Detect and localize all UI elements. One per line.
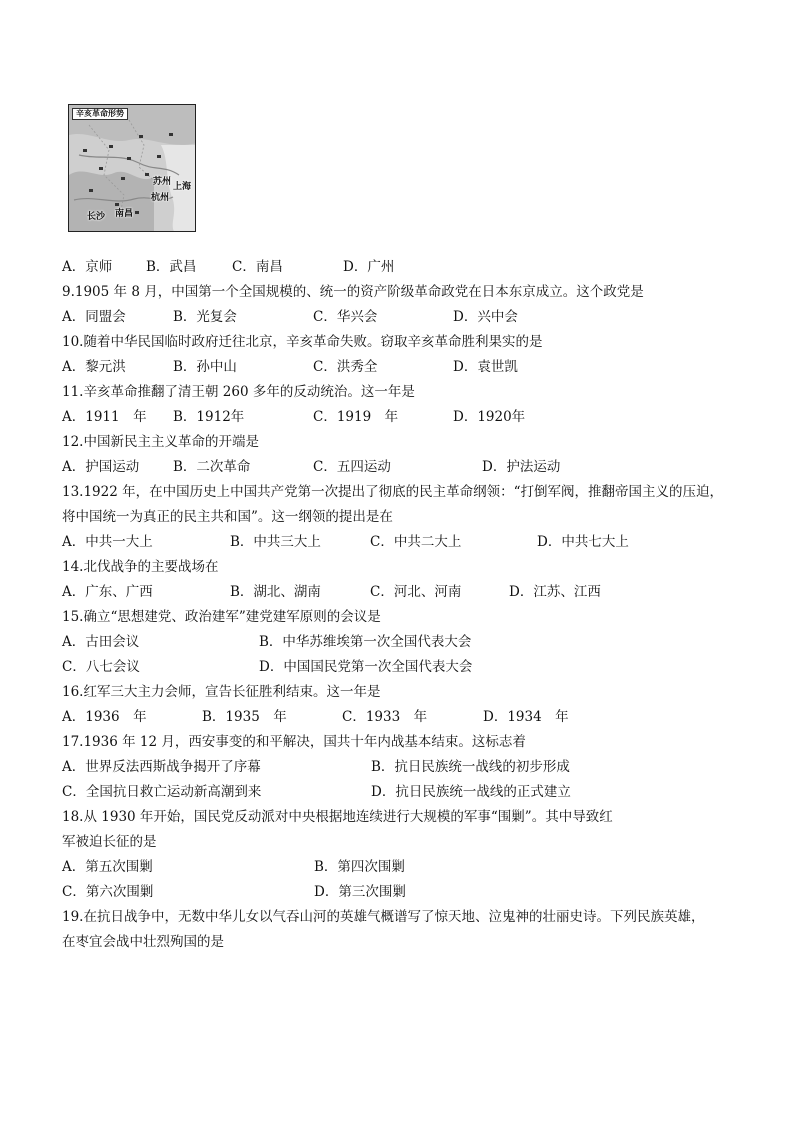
option-row (62, 255, 742, 280)
answer-option[interactable]: A．1936 年 (62, 709, 147, 725)
city-changsha: 长沙 (87, 212, 106, 222)
answer-option[interactable]: C．1933 年 (342, 709, 428, 725)
answer-option[interactable]: A．世界反法西斯战争揭开了序幕 (62, 759, 261, 775)
answer-option[interactable]: D．1920年 (453, 409, 526, 425)
option-row (62, 405, 742, 430)
question-text: 19.在抗日战争中，无数中华儿女以气吞山河的英雄气概谱写了惊天地、泣鬼神的壮丽史诗。下列民族英雄， (62, 909, 705, 925)
option-row (62, 855, 742, 880)
answer-option[interactable]: A．同盟会 (62, 309, 126, 325)
answer-option[interactable]: A．广东、广西 (62, 584, 153, 600)
city-suzhou: 苏州 (153, 177, 172, 187)
map-title: 辛亥革命形势 (72, 108, 128, 120)
answer-option[interactable]: C．中共二大上 (370, 534, 462, 550)
answer-option[interactable]: C．河北、河南 (370, 584, 462, 600)
answer-option[interactable]: B．第四次围剿 (314, 859, 405, 875)
option-row (62, 755, 742, 780)
answer-option[interactable]: B．中共三大上 (230, 534, 321, 550)
question-text: 18.从 1930 年开始，国民党反动派对中央根据地连续进行大规模的军事“围剿”。其中导致红 (62, 809, 613, 825)
answer-option[interactable]: D．江苏、江西 (509, 584, 601, 600)
answer-option[interactable]: A．第五次围剿 (62, 859, 153, 875)
city-shanghai: 上海 (173, 182, 192, 192)
answer-option[interactable]: B．1935 年 (202, 709, 287, 725)
option-row (62, 530, 742, 555)
question-text: 17.1936 年 12 月，西安事变的和平解决，国共十年内战基本结束。这标志着 (62, 734, 526, 750)
question-text: 将中国统一为真正的民主共和国”。这一纲领的提出是在 (62, 509, 393, 525)
answer-option[interactable]: D．袁世凯 (453, 359, 518, 375)
answer-option[interactable]: B．武昌 (146, 259, 197, 275)
option-row (62, 355, 742, 380)
answer-option[interactable]: A．黎元洪 (62, 359, 126, 375)
question-text: 10.随着中华民国临时政府迁往北京，辛亥革命失败。窃取辛亥革命胜利果实的是 (62, 334, 543, 350)
question-text: 9.1905 年 8 月，中国第一个全国规模的、统一的资产阶级革命政党在日本东京成立。这个政党是 (62, 284, 644, 300)
city-hangzhou: 杭州 (151, 193, 170, 203)
answer-option[interactable]: B．1912年 (173, 409, 245, 425)
question-text: 14.北伐战争的主要战场在 (62, 559, 219, 575)
option-row (62, 705, 742, 730)
answer-option[interactable]: D．第三次围剿 (314, 884, 406, 900)
city-nanchang: 南昌 (115, 209, 134, 219)
answer-option[interactable]: A．古田会议 (62, 634, 140, 650)
answer-option[interactable]: B．湖北、湖南 (230, 584, 321, 600)
answer-option[interactable]: B．中华苏维埃第一次全国代表大会 (259, 634, 472, 650)
question-text: 15.确立“思想建党、政治建军”建党建军原则的会议是 (62, 609, 381, 625)
option-row (62, 655, 742, 680)
answer-option[interactable]: C．南昌 (232, 259, 283, 275)
answer-option[interactable]: D．中国国民党第一次全国代表大会 (259, 659, 473, 675)
answer-option[interactable]: C．八七会议 (62, 659, 140, 675)
option-row (62, 580, 742, 605)
answer-option[interactable]: D．广州 (343, 259, 395, 275)
question-text: 军被迫长征的是 (62, 834, 157, 850)
question-text: 在枣宜会战中壮烈殉国的是 (62, 934, 224, 950)
option-row (62, 780, 742, 805)
question-list (62, 255, 742, 955)
option-row (62, 455, 742, 480)
answer-option[interactable]: D．兴中会 (453, 309, 518, 325)
question-text: 11.辛亥革命推翻了清王朝 260 多年的反动统治。这一年是 (62, 384, 415, 400)
answer-option[interactable]: C．华兴会 (313, 309, 378, 325)
answer-option[interactable]: C．五四运动 (313, 459, 391, 475)
xinhai-revolution-map (68, 104, 196, 232)
answer-option[interactable]: B．孙中山 (173, 359, 237, 375)
answer-option[interactable]: B．光复会 (173, 309, 237, 325)
answer-option[interactable]: D．抗日民族统一战线的正式建立 (371, 784, 571, 800)
question-text: 13.1922 年，在中国历史上中国共产党第一次提出了彻底的民主革命纲领：“打倒军阀，推翻帝国主义的压迫， (62, 484, 724, 500)
answer-option[interactable]: D．1934 年 (483, 709, 569, 725)
answer-option[interactable]: A．护国运动 (62, 459, 140, 475)
answer-option[interactable]: A．1911 年 (62, 409, 147, 425)
option-row (62, 305, 742, 330)
option-row (62, 630, 742, 655)
answer-option[interactable]: D．中共七大上 (537, 534, 629, 550)
answer-option[interactable]: A．京师 (62, 259, 113, 275)
answer-option[interactable]: A．中共一大上 (62, 534, 153, 550)
answer-option[interactable]: B．抗日民族统一战线的初步形成 (371, 759, 570, 775)
question-text: 12.中国新民主主义革命的开端是 (62, 434, 259, 450)
answer-option[interactable]: B．二次革命 (173, 459, 251, 475)
answer-option[interactable]: D．护法运动 (482, 459, 561, 475)
answer-option[interactable]: C．洪秀全 (313, 359, 378, 375)
question-text: 16.红军三大主力会师，宣告长征胜利结束。这一年是 (62, 684, 381, 700)
answer-option[interactable]: C．第六次围剿 (62, 884, 154, 900)
answer-option[interactable]: C．1919 年 (313, 409, 399, 425)
answer-option[interactable]: C．全国抗日救亡运动新高潮到来 (62, 784, 262, 800)
option-row (62, 880, 742, 905)
